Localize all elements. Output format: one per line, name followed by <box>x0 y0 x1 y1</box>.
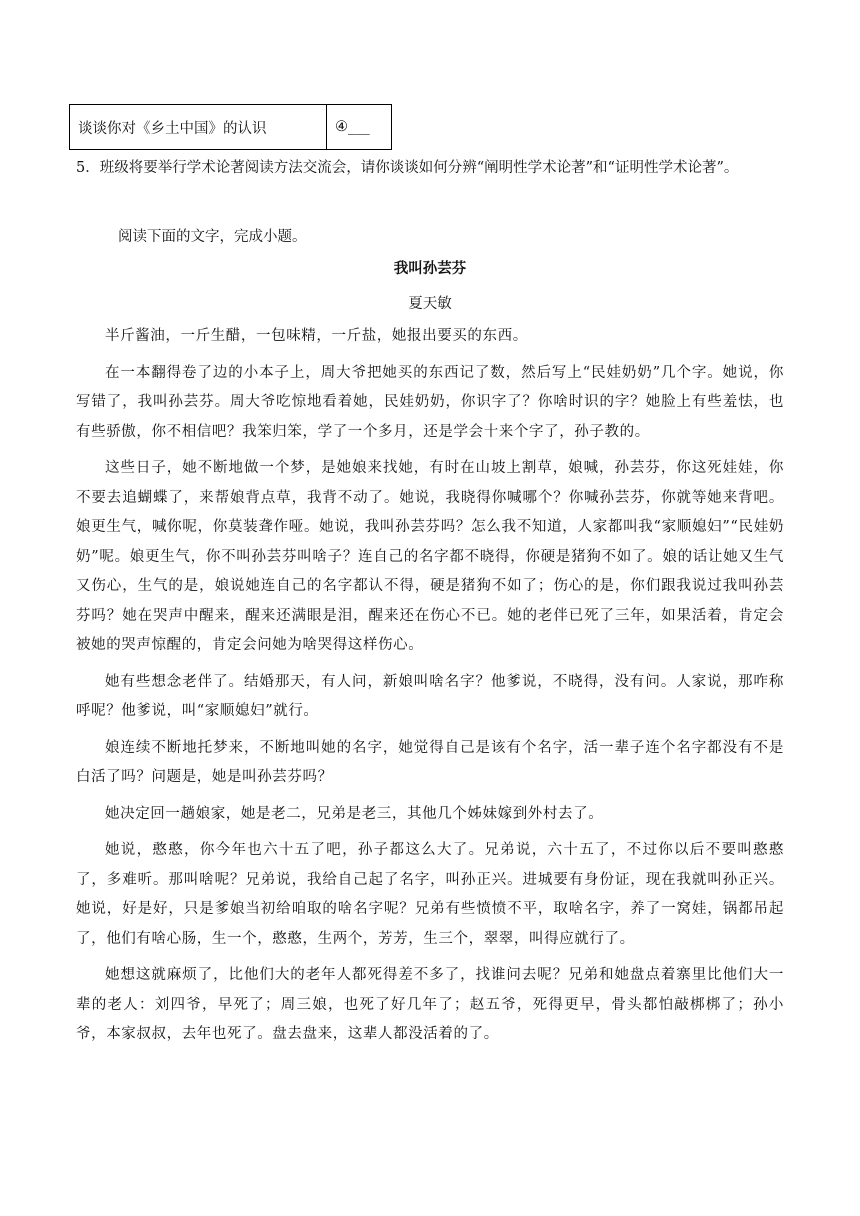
article-paragraph: 这些日子，她不断地做一个梦，是她娘来找她，有时在山坡上割草，娘喊，孙芸芬，你这死娃娃，你不要去追蝴蝶了，来帮娘背点草，我背不动了。她说，我晓得你喊哪个？你喊孙芸芬，你就等她来背吧。娘更生气，喊你呢，你莫装聋作哑。她说，我叫孙芸芬吗？怎么我不知道，人家都叫我“家顺媳妇”“民娃奶奶”呢。娘更生气，你不叫孙芸芬叫啥子？连自己的名字都不晓得，你硬是猪狗不如了。娘的话让她又生气又伤心，生气的是，娘说她连自己的名字都认不得，硬是猪狗不如了；伤心的是，你们跟我说过我叫孙芸芬吗？她在哭声中醒来，醒来还满眼是泪，醒来还在伤心不已。她的老伴已死了三年，如果活着，肯定会被她的哭声惊醒的，肯定会问她为啥哭得这样伤心。 <box>76 460 784 653</box>
table-cell-answer-blank: ④___ <box>327 105 392 150</box>
article-paragraph: 她想这就麻烦了，比他们大的老年人都死得差不多了，找谁问去呢？兄弟和她盘点着寨里比他们大一辈的老人：刘四爷，早死了；周三娘，也死了好几年了；赵五爷，死得更早，骨头都怕敲梆梆了；孙小爷，本家叔叔，去年也死了。盘去盘来，这辈人都没活着的了。 <box>76 967 784 1042</box>
article-paragraph: 她决定回一趟娘家，她是老二，兄弟是老三，其他几个姊妹嫁到外村去了。 <box>105 805 604 822</box>
article-paragraph: 她有些想念老伴了。结婚那天，有人问，新娘叫啥名字？他爹说，不晓得，没有问。人家说，那咋称呼呢？他爹说，叫“家顺媳妇”就行。 <box>76 673 784 719</box>
table-row <box>70 105 392 150</box>
question-5: 5．班级将要举行学术论著阅读方法交流会，请你谈谈如何分辨“阐明性学术论著”和“证明性学术论著”。 <box>76 160 739 176</box>
article-paragraph: 娘连续不断地托梦来，不断地叫她的名字，她觉得自己是该有个名字，活一辈子连个名字都没有不是白活了吗？问题是，她是叫孙芸芬吗？ <box>76 739 784 785</box>
article-author: 夏天敏 <box>408 296 452 312</box>
article-paragraph: 在一本翻得卷了边的小本子上，周大爷把她买的东西记了数，然后写上“民娃奶奶”几个字。她说，你写错了，我叫孙芸芬。周大爷吃惊地看着她，民娃奶奶，你识字了？你啥时识的字？她脸上有些羞怯，也有些骄傲，你不相信吧？我笨归笨，学了一个多月，还是学会十来个字了，孙子教的。 <box>76 364 784 440</box>
article-title: 我叫孙芸芬 <box>393 260 467 277</box>
reading-instruction: 阅读下面的文字，完成小题。 <box>118 229 307 245</box>
article-paragraph: 半斤酱油，一斤生醋，一包味精，一斤盐，她报出要买的东西。 <box>105 328 528 344</box>
article-paragraph: 她说，憨憨，你今年也六十五了吧，孙子都这么大了。兄弟说，六十五了，不过你以后不要叫憨憨了，多难听。那叫啥呢？兄弟说，我给自己起了名字，叫孙正兴。进城要有身份证，现在我就叫孙正兴。她说，好是好，只是爹娘当初给咱取的啥名字呢？兄弟有些愤愤不平，取啥名字，养了一窝娃，锅都吊起了，他们有啥心肠，生一个，憨憨，生两个，芳芳，生三个，翠翠，叫得应就行了。 <box>76 842 784 947</box>
answer-table <box>69 104 392 150</box>
table-cell-label: 谈谈你对《乡土中国》的认识 <box>70 105 327 150</box>
article-body <box>76 322 784 1057</box>
